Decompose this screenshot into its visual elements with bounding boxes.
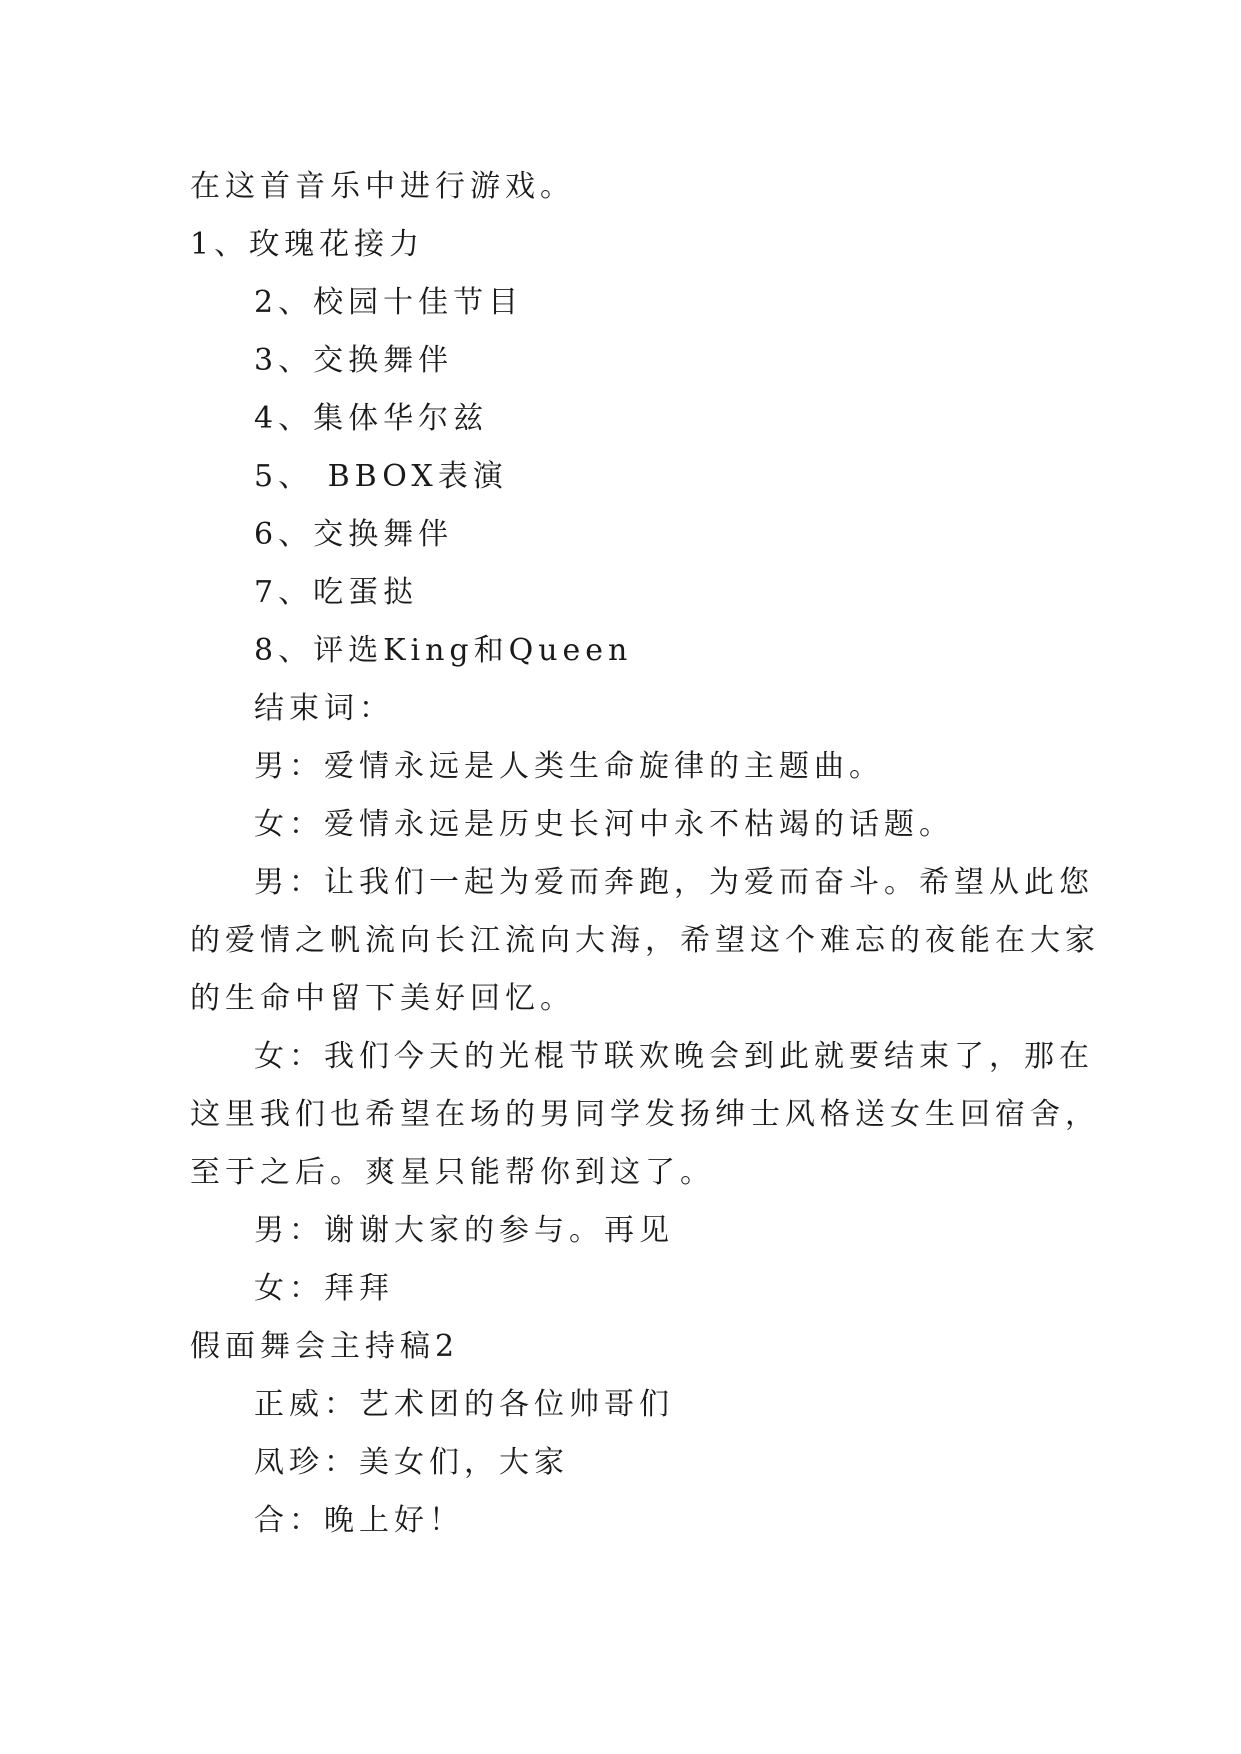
text-line: 在这首音乐中进行游戏。 bbox=[190, 169, 575, 204]
section-heading: 结束词： bbox=[254, 691, 394, 726]
dialogue-line: 男：爱情永远是人类生命旋律的主题曲。 bbox=[254, 749, 884, 784]
dialogue-line: 男：谢谢大家的参与。再见 bbox=[254, 1213, 674, 1248]
paragraph-line: 女：我们今天的光棍节联欢晚会到此就要结束了，那在 bbox=[254, 1039, 1094, 1074]
list-item: 5、 BBOX表演 bbox=[254, 459, 508, 494]
document-body bbox=[190, 158, 1100, 1550]
dialogue-paragraph bbox=[190, 854, 1100, 1028]
list-item: 7、吃蛋挞 bbox=[254, 575, 419, 610]
paragraph-line: 的生命中留下美好回忆。 bbox=[190, 981, 575, 1016]
section-title: 假面舞会主持稿2 bbox=[190, 1329, 460, 1364]
list-item: 4、集体华尔兹 bbox=[254, 401, 489, 436]
dialogue-line: 凤珍：美女们，大家 bbox=[254, 1445, 569, 1480]
list-item: 6、交换舞伴 bbox=[254, 517, 454, 552]
dialogue-line: 正威：艺术团的各位帅哥们 bbox=[254, 1387, 674, 1422]
list-item: 2、校园十佳节目 bbox=[254, 285, 524, 320]
dialogue-paragraph bbox=[190, 1028, 1100, 1202]
dialogue-line: 女：爱情永远是历史长河中永不枯竭的话题。 bbox=[254, 807, 954, 842]
paragraph-line: 的爱情之帆流向长江流向大海，希望这个难忘的夜能在大家 bbox=[190, 923, 1100, 958]
paragraph-line: 这里我们也希望在场的男同学发扬绅士风格送女生回宿舍， bbox=[190, 1097, 1100, 1132]
paragraph-line: 男：让我们一起为爱而奔跑，为爱而奋斗。希望从此您 bbox=[254, 865, 1094, 900]
list-item: 8、评选King和Queen bbox=[254, 633, 633, 668]
list-item: 3、交换舞伴 bbox=[254, 343, 454, 378]
list-item: 1、玫瑰花接力 bbox=[190, 227, 425, 262]
dialogue-line: 合：晚上好！ bbox=[254, 1503, 464, 1538]
dialogue-line: 女：拜拜 bbox=[254, 1271, 394, 1306]
paragraph-line: 至于之后。爽星只能帮你到这了。 bbox=[190, 1155, 715, 1190]
